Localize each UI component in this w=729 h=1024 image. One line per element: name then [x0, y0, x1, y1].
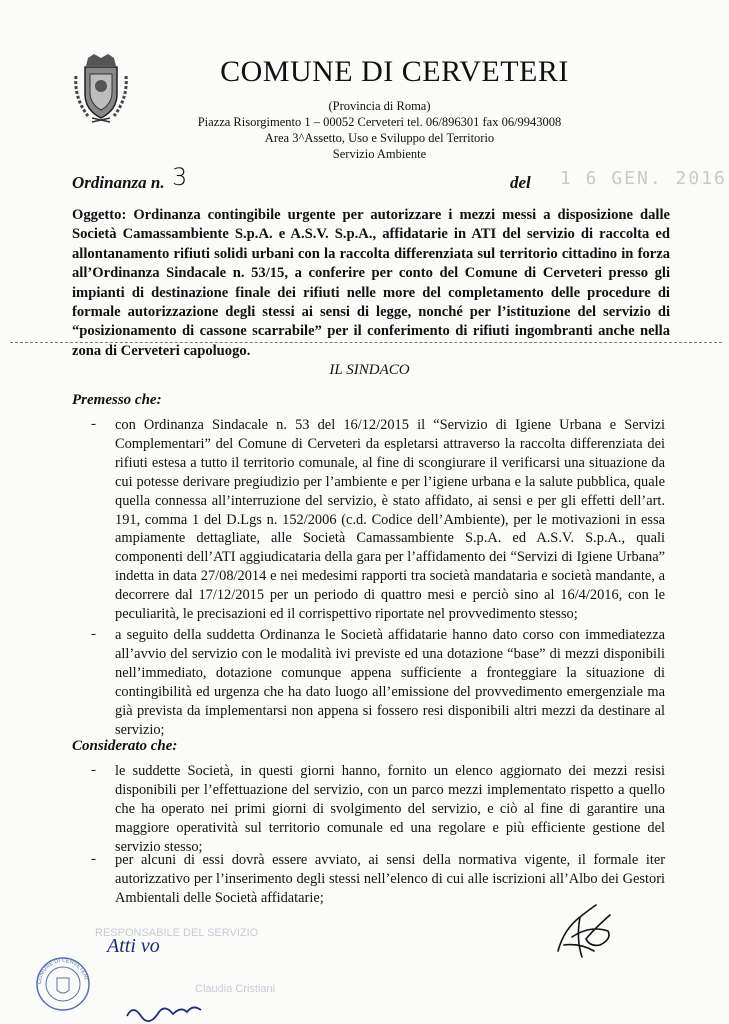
round-stamp	[37, 958, 89, 1010]
considerato-heading: Considerato che:	[72, 738, 178, 754]
list-item: le suddette Società, in questi giorni hanno, fornito un elenco aggiornato dei mezzi resisi disponibili per l’effettuazione del servizio, con un parco mezzi implementato rispetto a quello che ha operato nei primi giorni di svolgimento del servizio, e ciò al fine di garantire una maggiore operatività sul territorio comunale ed una regolare e più efficiente gestione del servizio stesso;	[115, 763, 665, 855]
area-line: Area 3^Assetto, Uso e Sviluppo del Territorio	[264, 131, 495, 145]
list-bullet: -	[91, 851, 96, 867]
list-item: a seguito della suddetta Ordinanza le Società affidatarie hanno dato corso con immediatezza all’avvio del servizio con le modalità ivi previste ed una dotazione “base” di mezzi disponibili nell’immediato, dotazione comunque appena sufficiente a fronteggiare la situazione di contingibilità ed urgenza che ha dato luogo all’emissione del provvedimento emergenziale ma già prevista da implementarsi non appena si fossero resi disponibili altri mezzi da destinare al servizio;	[115, 627, 665, 738]
address-line: Piazza Risorgimento 1 – 00052 Cerveteri tel. 06/896301 fax 06/9943008	[197, 115, 562, 129]
list-item: con Ordinanza Sindacale n. 53 del 16/12/2015 il “Servizio di Igiene Urbana e Servizi Complementari” del Comune di Cerveteri da espletarsi attraverso la raccolta differenziata dei rifiuti estesa a tutto il territorio comunale, al fine di scongiurare il verificarsi una situazione da cui potesse derivare pregiudizio per l’ambiente e per l’igiene urbana e la salute pubblica, quale quella connessa all’interruzione del servizio, è stato affidato, ai sensi e per gli effetti dell’art. 191, comma 1 del D.Lgs n. 152/2006 (c.d. Codice dell’Ambiente), per le motivazioni in essa ampiamente dettagliate, alle Società Camassambiente S.p.A. ed A.S.V. S.p.A., quali componenti dell’ATI aggiudicataria della gara per l’affidamento dei “Servizi di Igiene Urbana” indetta in data 27/08/2014 e nei medesimi rapporti tra società mandataria e società mandante, a decorrere dal 17/12/2015 per un periodo di quattro mesi e perciò sino al 16/4/2016, con le peculiarità, le precisazioni ed il corrispettivo riportate nel provvedimento stesso;	[115, 417, 665, 623]
ordinance-number: 3	[172, 163, 188, 191]
premesso-heading: Premesso che:	[72, 392, 162, 408]
page-title: COMUNE DI CERVETERI	[220, 55, 569, 88]
list-bullet: -	[91, 626, 96, 642]
date-stamp: 1 6 GEN. 2016	[560, 168, 727, 189]
list-bullet: -	[91, 416, 96, 432]
subject-paragraph: Oggetto: Ordinanza contingibile urgente per autorizzare i mezzi messi a disposizione dalle Società Camassambiente S.p.A. e A.S.V. S.p.A., affidatarie in ATI del servizio di raccolta ed allontanamento rifiuti solidi urbani con la raccolta differenziata sul territorio cittadino in forza all’Ordinanza Sindacale n. 53/15, a conferire per conto del Comune di Cerveteri presso gli impianti di destinazione finale dei rifiuti nelle more del completamento delle procedure di formale autorizzazione degli stessi ai sensi di legge, nonché per l’istituzione del servizio di “posizionamento di cassone scarrabile” per il conferimento di rifiuti ingombranti anche nella zona di Cerveteri capoluogo.	[72, 207, 670, 359]
handwritten-note: Atti vo	[107, 935, 160, 957]
list-item: per alcuni di essi dovrà essere avviato, ai sensi della normativa vigente, il formale iter autorizzativo per l’inserimento degli stessi nell’elenco di cui alle iscrizioni all’Albo dei Gestori Ambientali delle Società affidatarie;	[115, 852, 665, 906]
list-bullet: -	[91, 762, 96, 778]
service-line: Servizio Ambiente	[332, 147, 427, 161]
subject-underline	[10, 342, 722, 343]
date-label: del	[510, 173, 531, 192]
footer-stamp-area	[35, 912, 295, 1024]
signature	[550, 895, 620, 965]
ordinance-label: Ordinanza n.	[72, 173, 165, 192]
province-line: (Provincia di Roma)	[328, 99, 431, 113]
svg-text:COMUNE DI CERVETERI	[37, 958, 89, 984]
faded-office-text: RESPONSABILE DEL SERVIZIO	[95, 927, 259, 939]
handwritten-initials	[127, 1007, 201, 1021]
stamp-text: COMUNE DI CERVETERI	[36, 957, 89, 985]
authority-heading: IL SINDACO	[329, 362, 410, 378]
faded-name-text: Claudia Cristiani	[195, 983, 276, 995]
